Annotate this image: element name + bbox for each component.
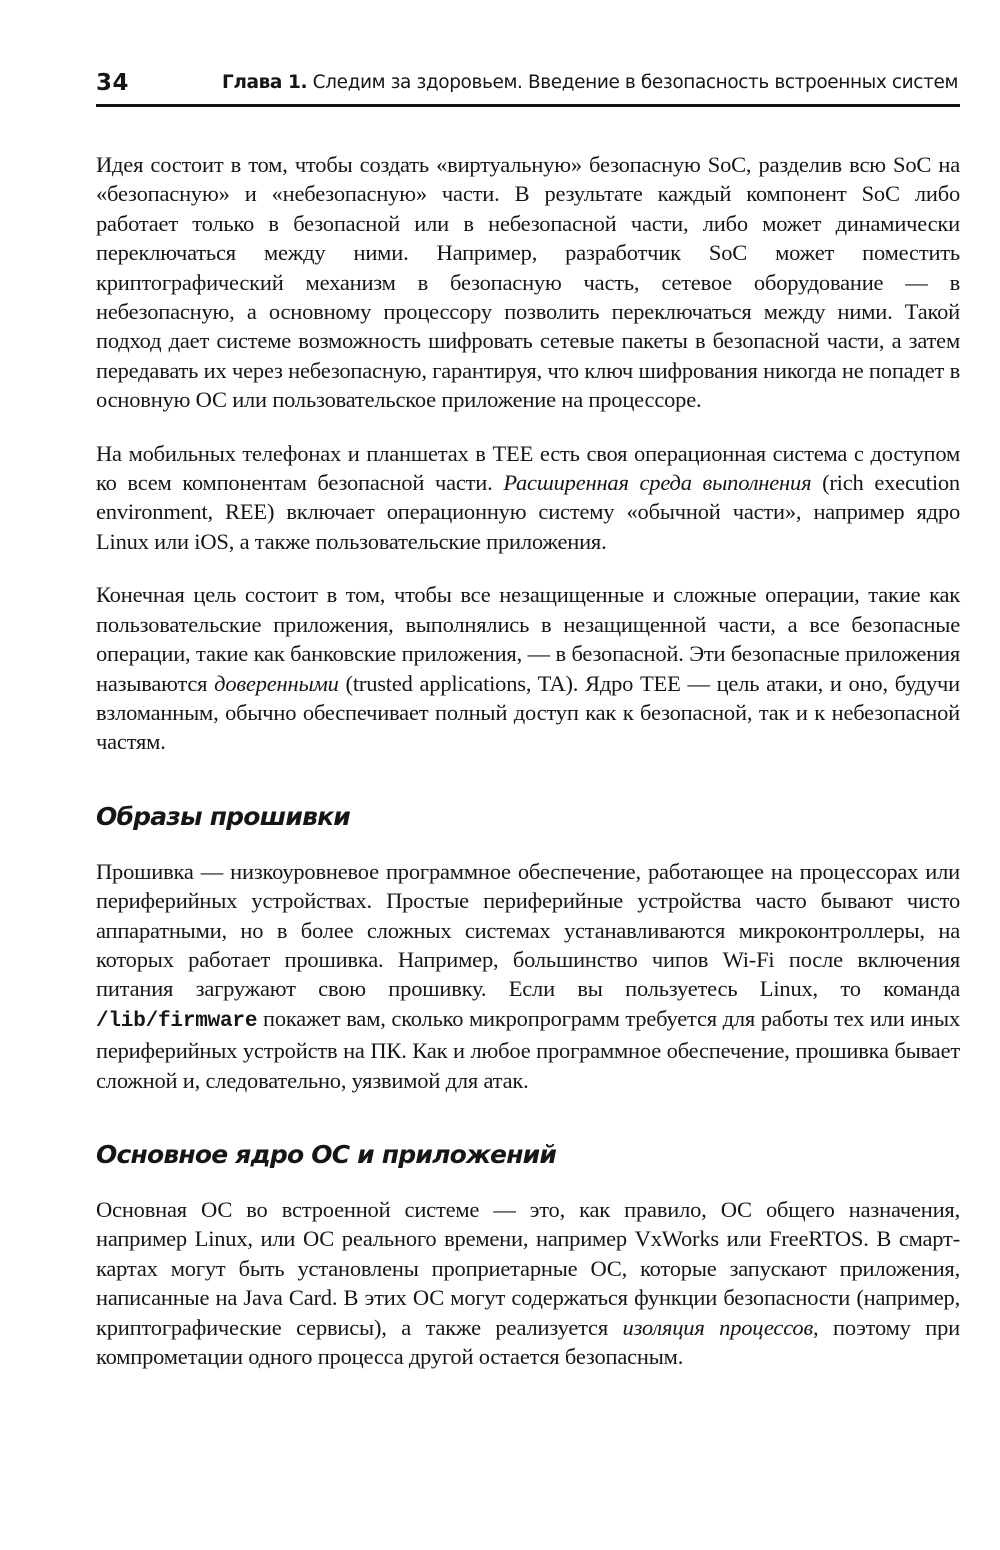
paragraph-main-os: [96, 1195, 960, 1371]
term-process-isolation: изоляция процессов: [622, 1314, 814, 1340]
paragraph-secure-soc: [96, 150, 960, 415]
paragraph-firmware: [96, 857, 960, 1095]
page-number: 34: [96, 70, 130, 96]
paragraph-text: (trusted applications, TA). Ядро TEE — цель атаки, и оно, будучи взломанным, обычно обеспечивает полный доступ как к безопасной, так и к небезопасной частям.: [96, 670, 960, 755]
section-heading-firmware: Образы прошивки: [96, 801, 351, 831]
page-body: [96, 150, 960, 1395]
paragraph-text: Конечная цель состоит в том, чтобы все незащищенные и сложные операции, такие как пользовательские приложения, выполнялись в незащищенной части, а все безопасные операции, такие как банковские приложения, — в безопасной. Эти безопасные приложения называются: [96, 582, 960, 696]
running-head: [222, 72, 958, 93]
paragraph-text: (rich execution environment, REE) включает операционную систему «обычной части», например ядро Linux или iOS, а также пользовательские приложения.: [96, 470, 960, 554]
chapter-title: Следим за здоровьем. Введение в безопасность встроенных систем: [312, 72, 958, 93]
code-lib-firmware: /lib/firmware: [96, 1009, 258, 1033]
paragraph-text: На мобильных телефонах и планшетах в TEE есть своя операционная система с доступом ко всем компонентам безопасной части.: [96, 440, 960, 496]
section-heading-main-os: Основное ядро ОС и приложений: [96, 1139, 557, 1169]
term-ree: Расширенная среда выполнения: [503, 470, 812, 496]
paragraph-text: покажет вам, сколько микропрограмм требуется для работы тех или иных периферийных устройств на ПК. Как и любое программное обеспечение, прошивка бывает сложной и, следовательно, уязвимой для атак.: [96, 1005, 960, 1093]
chapter-label: Глава 1.: [222, 72, 308, 93]
paragraph-text: Идея состоит в том, чтобы создать «виртуальную» безопасную SoC, разделив всю SoC на «безопасную» и «небезопасную» части. В результате каждый компонент SoC либо работает только в безопасной или в небезопасной части, либо может динамически переключаться между ними. Например, разработчик SoC может поместить криптографический механизм в безопасную часть, сетевое оборудование — в небезопасную, а основному процессору позволить переключаться между ними. Такой подход дает системе возможность шифровать сетевые пакеты в безопасной части, а затем передавать их через небезопасную, гарантируя, что ключ шифрования никогда не попадет в основную ОС или пользовательское приложение на процессоре.: [96, 152, 960, 413]
term-trusted: доверенными: [214, 670, 339, 696]
paragraph-text: Основная ОС во встроенной системе — это, как правило, ОС общего назначения, например Linux, или ОС реального времени, например VxWorks или FreeRTOS. В смарт-картах могут быть установлены проприетарные ОС, которые запускают приложения, написанные на Java Card. В этих ОС могут содержаться функции безопасности (например, криптографические сервисы), а также реализуется: [96, 1196, 960, 1340]
paragraph-text: , поэтому при компрометации одного процесса другой остается безопасным.: [96, 1314, 960, 1369]
paragraph-text: Прошивка — низкоуровневое программное обеспечение, работающее на процессорах или периферийных устройствах. Простые периферийные устройства часто бывают чисто аппаратными, но в более сложных системах устанавливаются микроконтроллеры, на которых работает прошивка. Например, большинство чипов Wi-Fi после включения питания загружают свою прошивку. Если вы пользуетесь Linux, то команда: [96, 858, 960, 1002]
running-header: [96, 70, 960, 107]
paragraph-ree: [96, 439, 960, 557]
paragraph-trusted-apps: [96, 580, 960, 756]
